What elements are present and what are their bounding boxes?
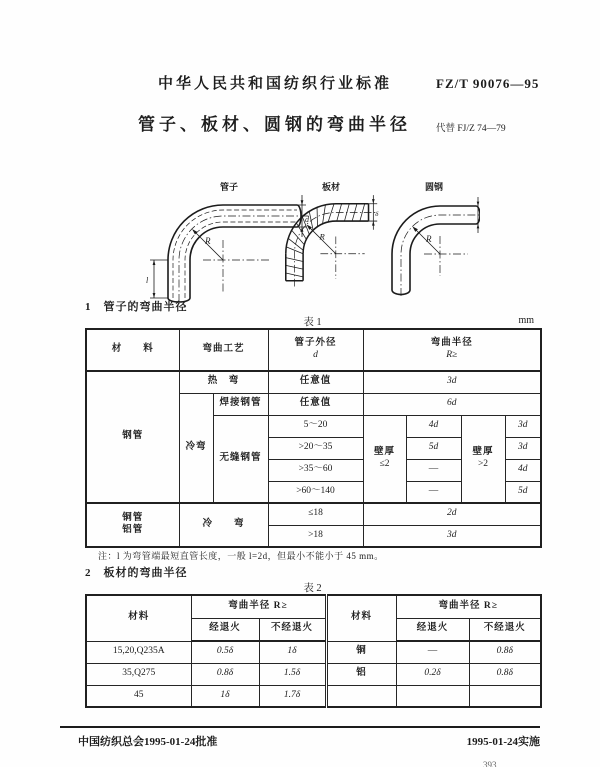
t2-not-annealed-cell: 1.7δ: [259, 685, 326, 707]
table2-row-3: [86, 685, 541, 707]
t1-steel-pipe-cell: 钢管: [86, 371, 179, 503]
t1-header-outer-diameter: [268, 329, 363, 371]
t1-wall-thick-limit: >2: [477, 458, 489, 469]
t1-welded-radius-cell: 6d: [363, 393, 541, 415]
t1-aluminum-pipe-text: 铝管: [122, 525, 144, 535]
figure-round-steel: [388, 180, 480, 304]
t1-header-od-symbol: d: [313, 350, 318, 360]
t2-material-cell: 45: [86, 685, 191, 707]
t2-material-cell: 铝: [326, 663, 396, 685]
t2-not-annealed-cell: 1δ: [259, 641, 326, 663]
t1-header-process: 弯曲工艺: [179, 329, 268, 371]
round-radius-label: R: [426, 234, 432, 244]
t2-material-cell: 铜: [326, 641, 396, 663]
table1-header-row: [86, 329, 541, 371]
pipe-radius-label: R: [205, 236, 211, 246]
t1-header-radius-text: 弯曲半径: [430, 338, 473, 349]
table2-header-row-1: [86, 595, 541, 618]
plate-thickness-label: δ: [375, 211, 379, 219]
table1-pipe-bend-radius: [85, 328, 542, 548]
table2-row-1: [86, 641, 541, 663]
t1-hot-bend-cell: 热 弯: [179, 371, 268, 393]
t1-radius-thick-cell: 3d: [505, 437, 541, 459]
t2-annealed-cell: —: [396, 641, 469, 663]
t2-header-not-annealed-left: 不经退火: [259, 618, 326, 641]
t2-header-annealed-left: 经退火: [191, 618, 259, 641]
standard-code: FZ/T 90076—95: [436, 76, 540, 91]
page-number: 393: [483, 760, 497, 767]
t1-radius-cell: 3d: [363, 525, 541, 547]
t2-header-radius-right: 弯曲半径 R≥: [396, 595, 541, 618]
figure-plate-label: 板材: [321, 182, 340, 192]
footer-implemented: 1995-01-24实施: [466, 736, 540, 748]
t1-cold-bend-cell: 冷弯: [179, 393, 213, 503]
t2-header-radius-left: 弯曲半径 R≥: [191, 595, 326, 618]
figure-plate-drawing: [280, 192, 382, 304]
table1-caption-row: [85, 314, 540, 329]
t2-not-annealed-cell: 0.8δ: [469, 641, 541, 663]
t1-od-range-cell: >18: [268, 525, 363, 547]
t1-cold-bend-wide-cell: 冷 弯: [179, 503, 268, 547]
t1-any-value-cell: 任意值: [268, 371, 363, 393]
t2-not-annealed-cell: 1.5δ: [259, 663, 326, 685]
replaces-note: 代替 FJ/Z 74—79: [436, 124, 506, 134]
t1-header-radius: [363, 329, 541, 371]
figure-round-steel-drawing: [388, 192, 480, 304]
table2-row-2: [86, 663, 541, 685]
t1-copper-pipe-text: 铜管: [122, 513, 144, 524]
table1-row-copper-1: [86, 503, 541, 525]
t1-header-radius-symbol: R≥: [446, 350, 458, 360]
t2-header-material-right: 材料: [326, 595, 396, 641]
table2-caption-row: [85, 580, 540, 595]
standard-org-line: 中华人民共和国纺织行业标准: [158, 76, 393, 92]
plate-radius-label: R: [319, 231, 325, 242]
t1-hot-radius-cell: 3d: [363, 371, 541, 393]
t1-wall-thick-cell: [461, 415, 505, 503]
table1-unit: mm: [518, 315, 534, 326]
t1-od-range-cell: ≤18: [268, 503, 363, 525]
t1-header-material: 材 料: [86, 329, 179, 371]
pipe-length-label: l: [146, 276, 149, 285]
t2-header-not-annealed-right: 不经退火: [469, 618, 541, 641]
t2-annealed-cell: 0.5δ: [191, 641, 259, 663]
pipe-diameter-label: d: [305, 215, 309, 224]
t1-seamless-pipe-cell: 无缝钢管: [213, 415, 268, 503]
t2-material-cell: 15,20,Q235A: [86, 641, 191, 663]
table1-caption: 表 1: [303, 317, 322, 328]
figure-plate: [280, 180, 382, 304]
t1-wall-thick-text: 壁厚: [472, 446, 494, 457]
t1-radius-thin-cell: 5d: [406, 437, 461, 459]
footer-rule: [60, 726, 540, 728]
t1-od-range-cell: >20～35: [268, 437, 363, 459]
t2-material-cell-empty: [326, 685, 396, 707]
t2-annealed-cell: 0.8δ: [191, 663, 259, 685]
page-title: 管子、板材、圆钢的弯曲半径: [138, 115, 411, 134]
t2-not-annealed-cell-empty: [469, 685, 541, 707]
t1-radius-thin-cell: 4d: [406, 415, 461, 437]
section1-heading: 1 管子的弯曲半径: [85, 301, 188, 313]
t1-od-range-cell: >60～140: [268, 481, 363, 503]
t1-radius-cell: 2d: [363, 503, 541, 525]
t2-header-material-left: 材料: [86, 595, 191, 641]
t1-radius-thick-cell: 4d: [505, 459, 541, 481]
t1-radius-thin-cell: —: [406, 481, 461, 503]
table2-plate-bend-radius: [85, 594, 542, 708]
t2-annealed-cell: 1δ: [191, 685, 259, 707]
t1-wall-thin-cell: [363, 415, 406, 503]
t2-annealed-cell-empty: [396, 685, 469, 707]
t1-any-value-cell: 任意值: [268, 393, 363, 415]
t2-not-annealed-cell: 0.8δ: [469, 663, 541, 685]
footer-approved: 中国纺织总会1995-01-24批准: [78, 736, 218, 748]
table2-caption: 表 2: [303, 583, 322, 594]
t1-copper-aluminum-cell: [86, 503, 179, 547]
t2-material-cell: 35,Q275: [86, 663, 191, 685]
figure-round-steel-label: 圆钢: [424, 182, 443, 192]
t1-wall-thin-text: 壁厚: [374, 446, 396, 457]
figure-pipe-label: 管子: [219, 182, 238, 192]
table1-note: 注：l 为弯管端最短直管长度，一般 l=2d，但最小不能小于 45 mm。: [98, 551, 384, 561]
t1-od-range-cell: 5～20: [268, 415, 363, 437]
t1-wall-thin-limit: ≤2: [379, 458, 390, 469]
table1-row-hot-bend: [86, 371, 541, 393]
t1-header-od-text: 管子外径: [294, 338, 337, 349]
t2-header-annealed-right: 经退火: [396, 618, 469, 641]
t1-radius-thick-cell: 5d: [505, 481, 541, 503]
t1-welded-pipe-cell: 焊接钢管: [213, 393, 268, 415]
t1-radius-thick-cell: 3d: [505, 415, 541, 437]
t1-radius-thin-cell: —: [406, 459, 461, 481]
t2-annealed-cell: 0.2δ: [396, 663, 469, 685]
t1-od-range-cell: >35～60: [268, 459, 363, 481]
section2-heading: 2 板材的弯曲半径: [85, 567, 188, 579]
